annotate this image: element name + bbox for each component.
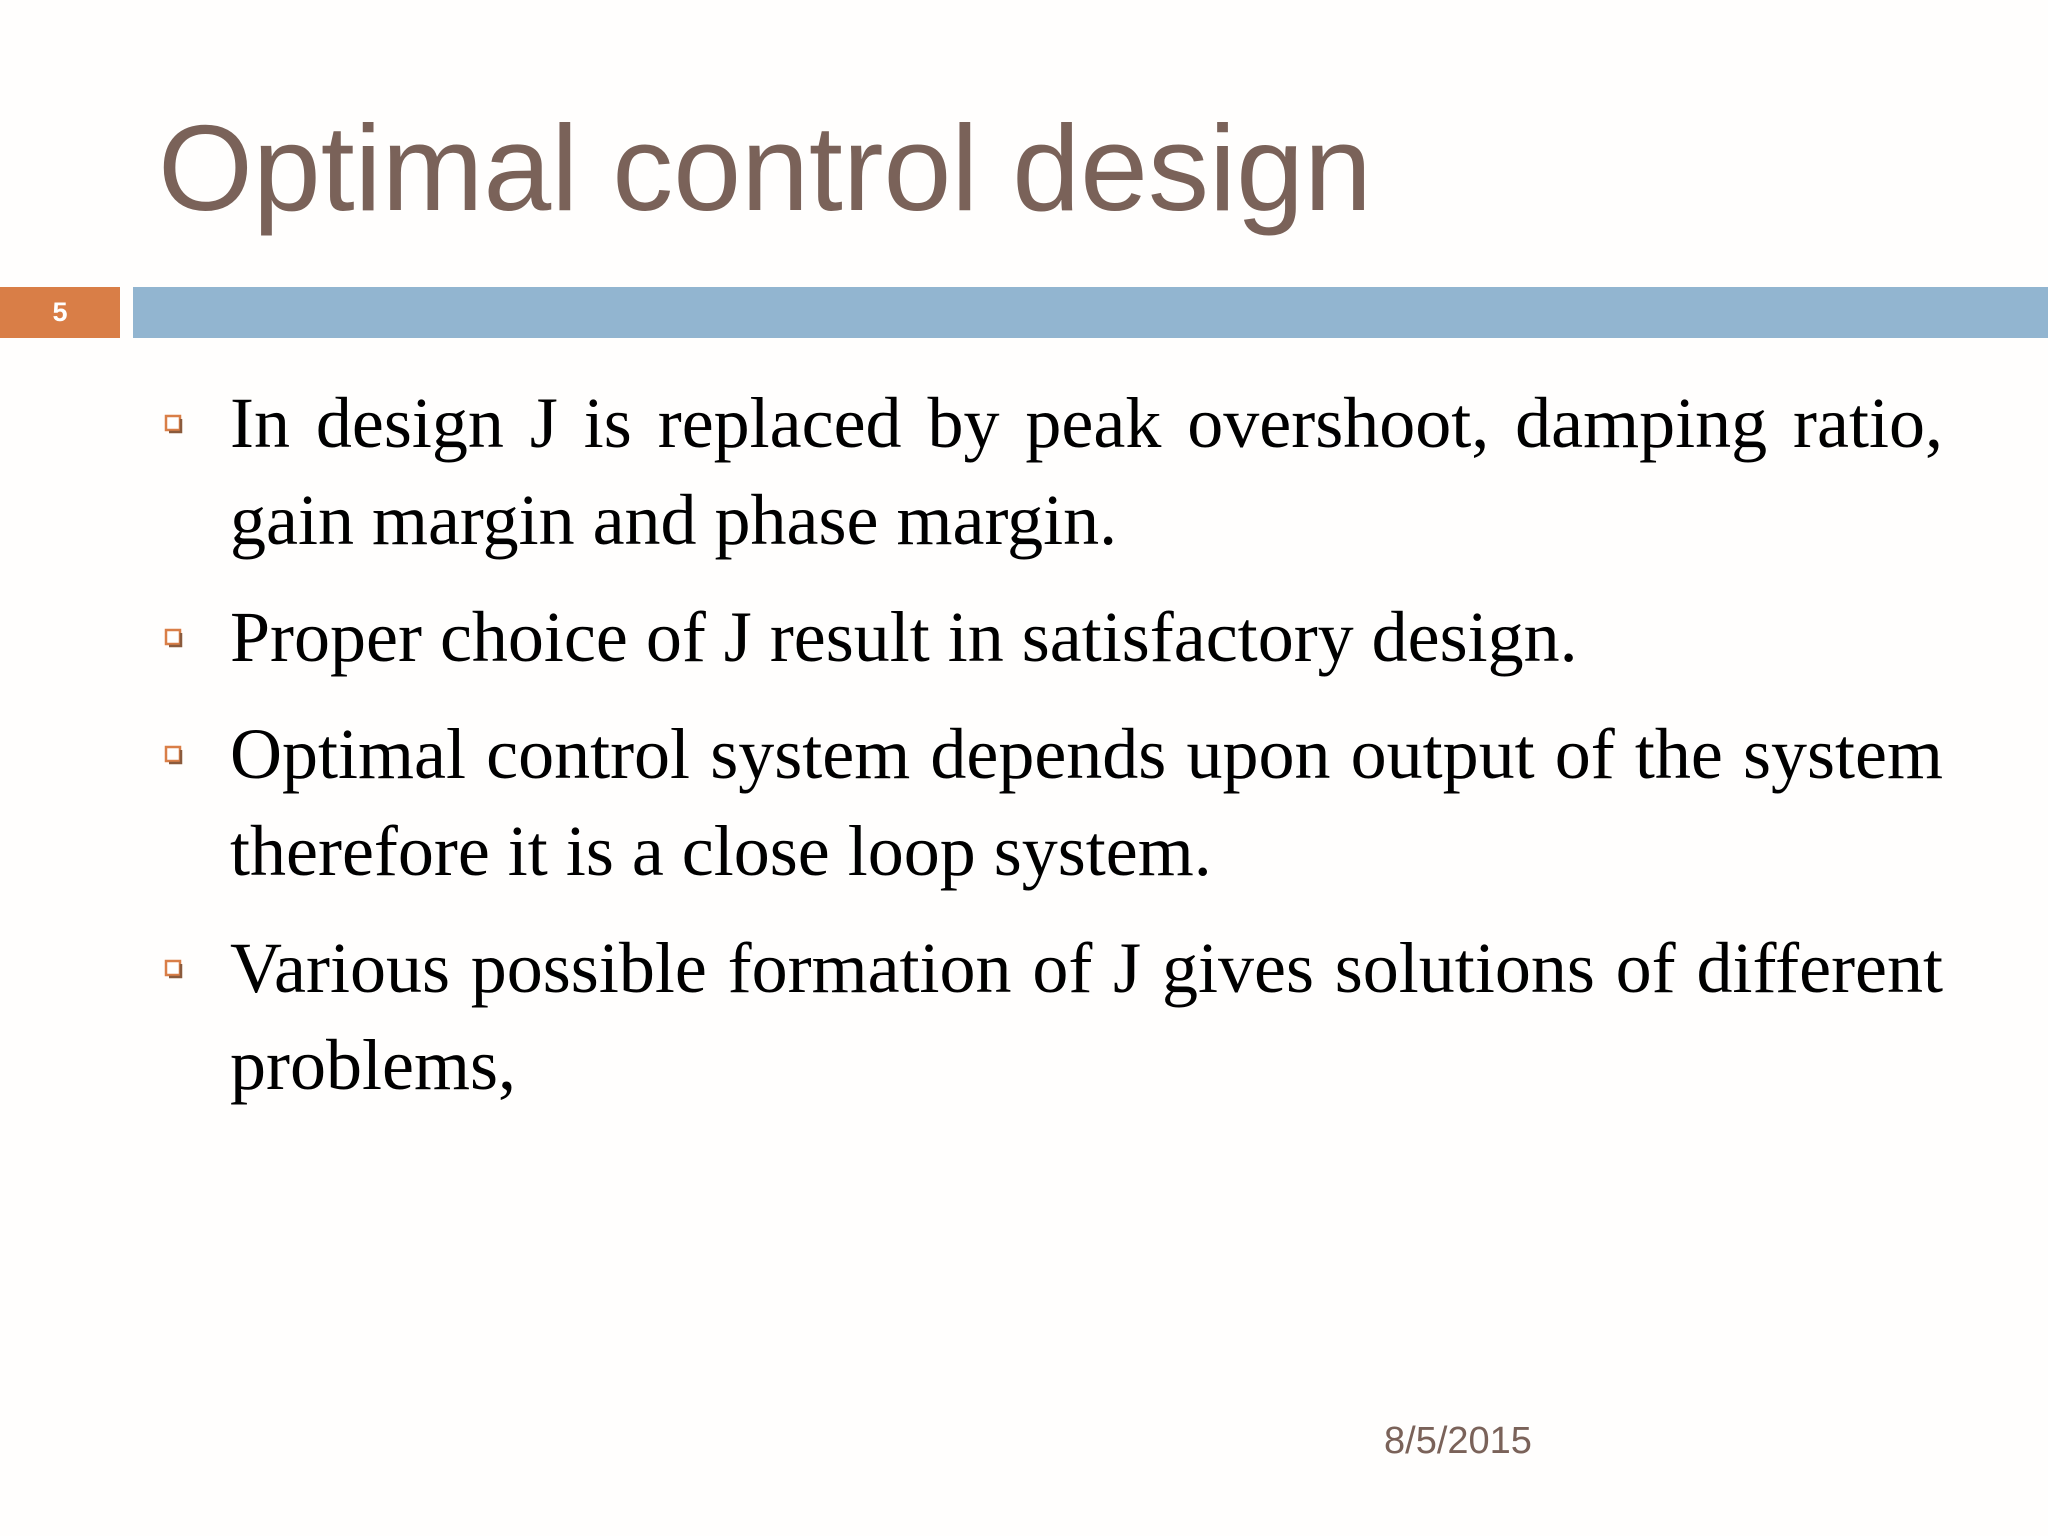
square-bullet-icon <box>164 745 184 765</box>
square-bullet-icon <box>164 628 184 648</box>
bullet-text: Proper choice of J result in satisfactory design. <box>230 597 1578 677</box>
square-bullet-icon <box>164 414 184 434</box>
bullet-item <box>158 920 1943 1114</box>
square-bullet-icon <box>164 959 184 979</box>
slide-date: 8/5/2015 <box>1384 1420 1532 1462</box>
bullet-item <box>158 589 1943 686</box>
bullet-text: Various possible formation of J gives solutions of different problems, <box>230 928 1943 1105</box>
slide-title: Optimal control design <box>158 100 1372 236</box>
bullet-item <box>158 375 1943 569</box>
bullet-item <box>158 706 1943 900</box>
slide-number: 5 <box>52 297 68 327</box>
bullet-text: In design J is replaced by peak overshoot, damping ratio, gain margin and phase margin. <box>230 383 1943 560</box>
bullet-list <box>158 375 1943 1134</box>
slide-number-badge <box>0 287 120 338</box>
header-bar <box>133 287 2048 338</box>
bullet-text: Optimal control system depends upon output of the system therefore it is a close loop system. <box>230 714 1943 891</box>
